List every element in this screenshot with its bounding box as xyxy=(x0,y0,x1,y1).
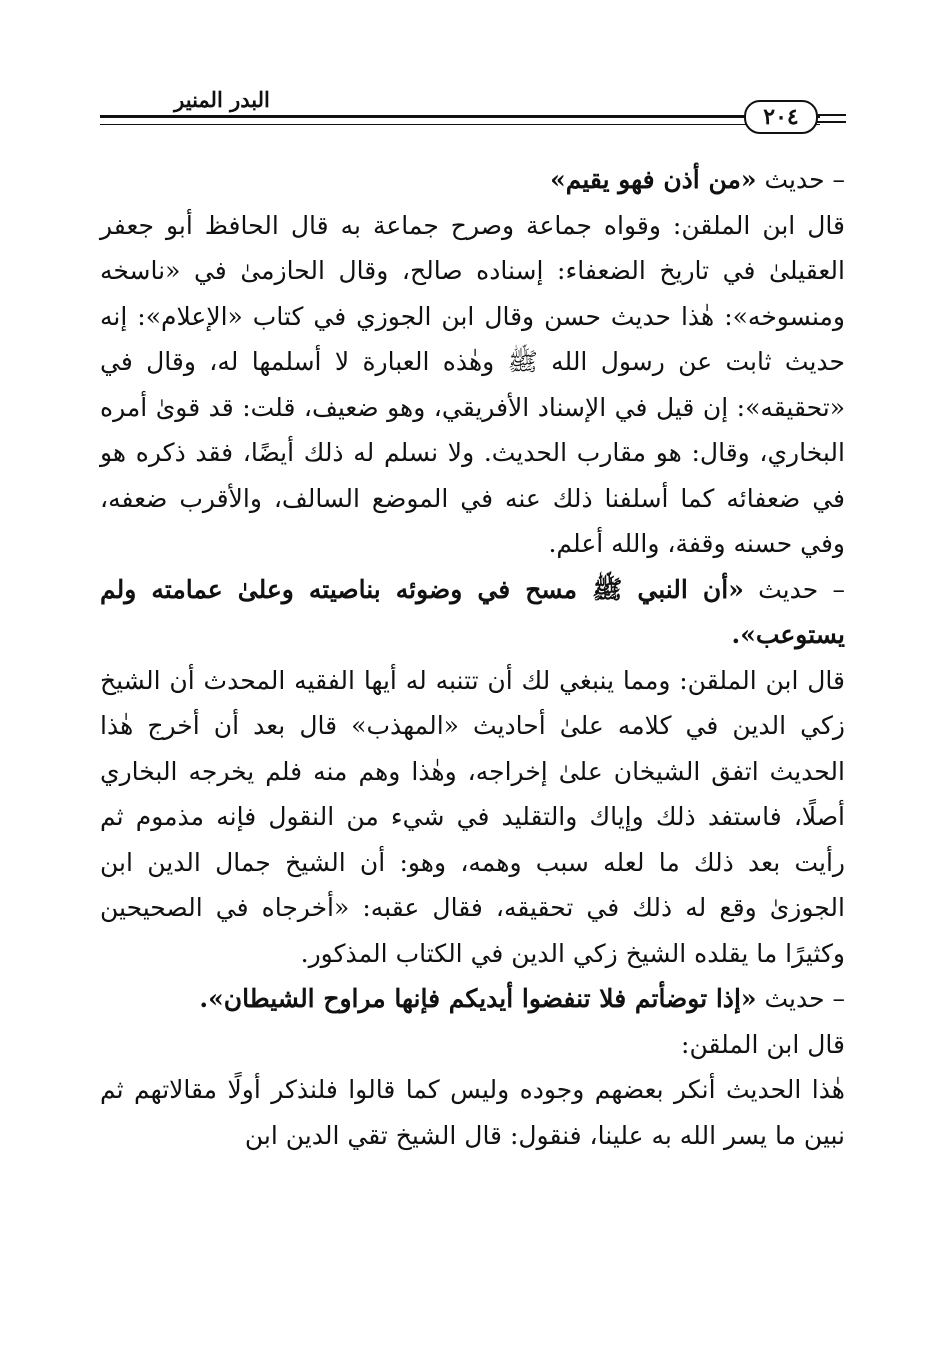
hadith-heading xyxy=(100,157,845,203)
hadith-text: «من أذن فهو يقيم» xyxy=(550,165,757,194)
hadith-heading xyxy=(100,567,845,658)
page-body xyxy=(100,157,845,1158)
hadith-text: «إذا توضأتم فلا تنفضوا أيديكم فإنها مراوح الشيطان». xyxy=(199,984,757,1013)
hadith-marker: – حديث xyxy=(758,574,845,604)
book-title: البدر المنير xyxy=(174,87,270,112)
commentary-paragraph: قال ابن الملقن: ومما ينبغي لك أن تتنبه له أيها الفقيه المحدث أن الشيخ زكي الدين في كلامه علىٰ أحاديث «المهذب» قال بعد أن أخرج هٰذا الحديث اتفق الشيخان علىٰ إخراجه، وهٰذا وهم منه فلم يخرجه البخاري أصلًا، فاستفد ذلك وإياك والتقليد في شيء من النقول فإنه مذموم ثم رأيت بعد ذلك ما لعله سبب وهمه، وهو: أن الشيخ جمال الدين ابن الجوزىٰ وقع له ذلك في تحقيقه، فقال عقبه: «أخرجاه في الصحيحين وكثيرًا ما يقلده الشيخ زكي الدين في الكتاب المذكور. xyxy=(100,665,845,968)
commentary-intro: قال ابن الملقن: xyxy=(681,1029,845,1059)
header-rule-thin xyxy=(100,124,820,125)
running-header xyxy=(0,0,940,140)
hadith-marker: – حديث xyxy=(764,984,845,1013)
header-rule-thick xyxy=(100,115,820,118)
commentary-paragraph: هٰذا الحديث أنكر بعضهم وجوده وليس كما قالوا فلنذكر أولًا مقالاتهم ثم نبين ما يسر الله به علينا، فنقول: قال الشيخ تقي الدين ابن xyxy=(100,1075,845,1150)
hadith-marker: – حديث xyxy=(764,165,845,194)
commentary-paragraph: قال ابن الملقن: وقواه جماعة وصرح جماعة به قال الحافظ أبو جعفر العقيلىٰ في تاريخ الضعفاء: إسناده صالح، وقال الحازمىٰ في «ناسخه ومنسوخه»: هٰذا حديث حسن وقال ابن الجوزي في كتاب «الإعلام»: إنه حديث ثابت عن رسول الله ﷺ وهٰذه العبارة لا أسلمها له، وقال في «تحقيقه»: إن قيل في الإسناد الأفريقي، وهو ضعيف، قلت: قد قوىٰ أمره البخاري، وقال: هو مقارب الحديث. ولا نسلم له ذلك أيضًا، فقد ذكره هو في ضعفائه كما أسلفنا ذلك عنه في الموضع السالف، والأقرب ضعفه، وفي حسنه وقفة، والله أعلم. xyxy=(100,210,845,558)
hadith-heading xyxy=(100,976,845,1022)
page-number: ٢٠٤ xyxy=(744,100,818,134)
hadith-text: «أن النبي ﷺ مسح في وضوئه بناصيته وعلىٰ عمامته ولم يستوعب». xyxy=(100,574,845,649)
